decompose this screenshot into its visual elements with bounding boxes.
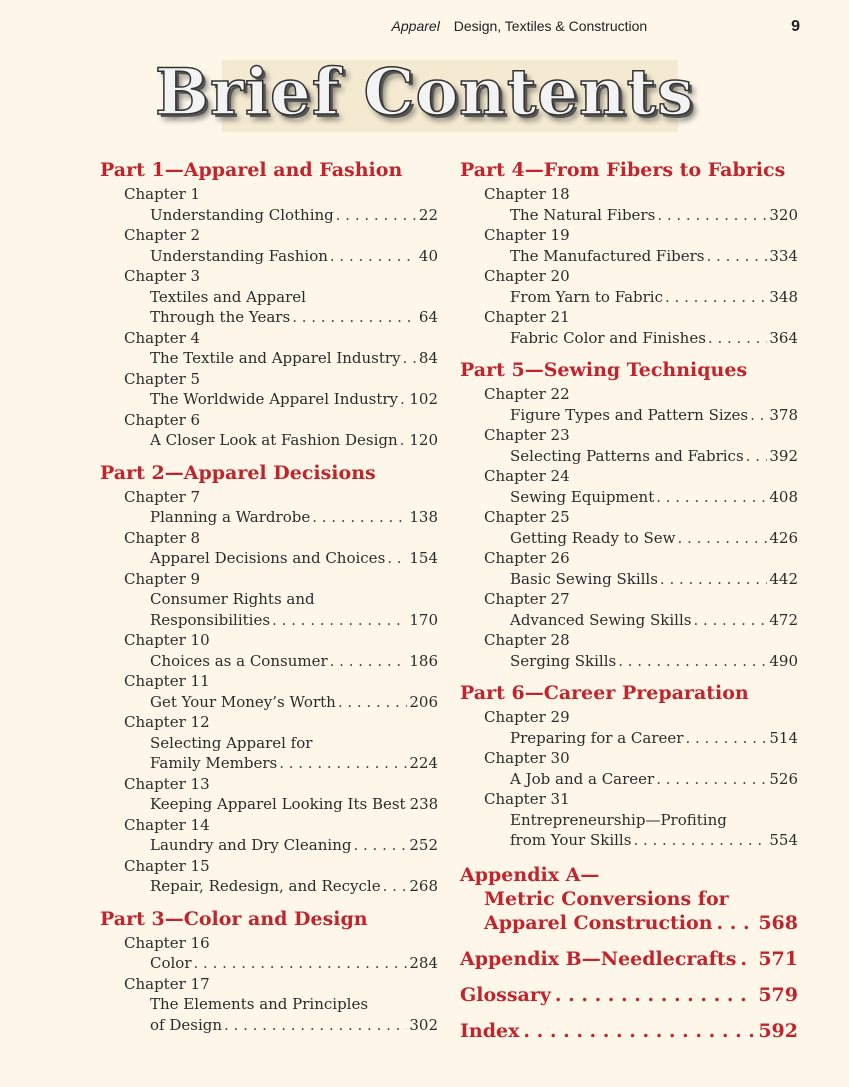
leader-dots — [657, 205, 767, 226]
leader-dots — [750, 405, 767, 426]
chapter-title: Serging Skills — [510, 651, 617, 670]
chapter-page: 408 — [769, 487, 798, 506]
chapter-title-line: Consumer Rights and — [150, 590, 315, 608]
chapter-title: Advanced Sewing Skills — [510, 610, 692, 629]
chapter-page: 186 — [409, 651, 438, 670]
chapter-entry[interactable] — [460, 266, 798, 307]
chapter-page: 348 — [769, 287, 798, 306]
chapter-entry[interactable] — [460, 225, 798, 266]
appendix-a-title: Apparel Construction — [484, 911, 713, 934]
appendix-b-entry[interactable] — [460, 947, 798, 971]
chapter-label: Chapter 2 — [124, 226, 201, 244]
chapter-label: Chapter 8 — [124, 528, 201, 547]
chapter-title-row — [460, 830, 798, 851]
chapter-title-row — [100, 794, 438, 815]
leader-dots — [224, 1015, 407, 1036]
leader-dots — [194, 953, 408, 974]
chapter-page: 392 — [769, 446, 798, 465]
appendix-b-title: Appendix B—Needlecrafts — [460, 947, 737, 970]
chapter-entry[interactable] — [100, 774, 438, 815]
page-number: 9 — [791, 18, 800, 35]
chapter-label: Chapter 13 — [124, 774, 210, 793]
part-3 — [100, 907, 438, 1036]
part-2 — [100, 461, 438, 897]
appendix-a-page: 568 — [758, 911, 798, 934]
chapter-entry[interactable] — [460, 548, 798, 589]
page-title: Brief Contents — [154, 55, 695, 130]
leader-dots — [665, 287, 767, 308]
chapter-title-row — [100, 651, 438, 672]
chapter-entry[interactable] — [460, 184, 798, 225]
leader-dots — [353, 835, 407, 856]
chapter-title: Planning a Wardrobe — [150, 508, 311, 526]
chapter-title: Sewing Equipment — [510, 487, 655, 506]
chapter-entry[interactable] — [100, 225, 438, 266]
chapter-title: Preparing for a Career — [510, 728, 684, 747]
chapter-title: Understanding Fashion — [150, 246, 328, 265]
chapter-title: Fabric Color and Finishes — [510, 328, 706, 347]
chapter-page: 154 — [409, 549, 438, 567]
leader-dots — [292, 307, 417, 328]
chapter-entry[interactable] — [460, 589, 798, 630]
chapter-label: Chapter 1 — [124, 185, 201, 203]
leader-dots — [678, 528, 768, 549]
chapter-page: 378 — [769, 405, 798, 424]
chapter-page: 334 — [769, 246, 798, 265]
chapter-title-line: Selecting Apparel for — [150, 733, 313, 752]
chapter-title: The Textile and Apparel Industry — [150, 349, 401, 367]
toc-left-column — [100, 158, 438, 1035]
chapter-title: Keeping Apparel Looking Its Best — [150, 795, 406, 813]
chapter-title-row — [100, 753, 438, 774]
chapter-title-row — [460, 651, 798, 672]
chapter-label: Chapter 14 — [124, 815, 210, 834]
chapter-page: 284 — [409, 954, 438, 972]
chapter-title: Family Members — [150, 754, 278, 772]
part-heading[interactable]: Part 6—Career Preparation — [460, 682, 749, 704]
chapter-label: Chapter 26 — [484, 549, 570, 567]
chapter-label: Chapter 16 — [124, 933, 210, 952]
part-heading[interactable]: Part 1—Apparel and Fashion — [100, 159, 403, 181]
chapter-title-row — [100, 835, 438, 856]
chapter-label: Chapter 28 — [484, 631, 570, 649]
leader-dots — [312, 507, 407, 528]
chapter-page: 22 — [418, 205, 438, 224]
chapter-label: Chapter 6 — [124, 410, 201, 429]
chapter-title: Responsibilities — [150, 610, 271, 629]
chapter-label: Chapter 10 — [124, 631, 210, 649]
chapter-page: 170 — [409, 610, 438, 629]
chapter-label: Chapter 29 — [484, 708, 570, 726]
chapter-label: Chapter 17 — [124, 974, 210, 993]
chapter-title-row — [460, 287, 798, 308]
chapter-label: Chapter 25 — [484, 508, 570, 526]
chapter-page: 302 — [409, 1015, 438, 1034]
chapter-entry[interactable] — [100, 184, 438, 225]
chapter-title: Understanding Clothing — [150, 205, 334, 224]
leader-dots — [400, 389, 407, 410]
chapter-title: The Worldwide Apparel Industry — [150, 390, 399, 408]
chapter-title-row — [100, 610, 438, 631]
chapter-title-row — [100, 348, 438, 369]
toc-right-column — [460, 158, 798, 1043]
chapter-title-row — [460, 610, 798, 631]
chapter-label: Chapter 31 — [484, 790, 570, 808]
part-4 — [460, 158, 798, 348]
leader-dots — [330, 651, 408, 672]
book-title: Apparel — [391, 18, 440, 34]
leader-dots — [656, 487, 767, 508]
chapter-entry[interactable] — [460, 384, 798, 425]
chapter-page: 526 — [769, 769, 798, 788]
chapter-entry[interactable] — [100, 487, 438, 528]
chapter-entry[interactable] — [460, 466, 798, 507]
leader-dots — [338, 692, 408, 713]
chapter-page: 40 — [418, 246, 438, 265]
chapter-title: Selecting Patterns and Fabrics — [510, 446, 744, 465]
chapter-label: Chapter 30 — [484, 749, 570, 767]
leader-dots — [618, 651, 767, 672]
chapter-entry[interactable] — [460, 789, 798, 851]
chapter-label: Chapter 21 — [484, 308, 570, 326]
chapter-title-row — [100, 1015, 438, 1036]
chapter-label: Chapter 12 — [124, 713, 210, 731]
chapter-page: 472 — [769, 610, 798, 629]
chapter-page: 206 — [409, 692, 438, 711]
leader-dots — [279, 753, 407, 774]
chapter-entry[interactable] — [460, 307, 798, 348]
chapter-title-row — [100, 246, 438, 267]
appendix-a-line2: Metric Conversions for — [484, 887, 729, 910]
leader-dots — [656, 769, 767, 790]
chapter-label: Chapter 22 — [484, 385, 570, 403]
chapter-title-row — [460, 769, 798, 790]
chapter-title-row — [100, 389, 438, 410]
index-title: Index — [460, 1019, 520, 1042]
chapter-page: 238 — [409, 795, 439, 813]
chapter-label: Chapter 27 — [484, 590, 570, 608]
chapter-title: Repair, Redesign, and Recycle — [150, 877, 381, 895]
appendix-b-page: 571 — [758, 947, 798, 970]
chapter-entry[interactable] — [460, 707, 798, 748]
chapter-page: 490 — [769, 651, 798, 670]
chapter-title: of Design — [150, 1015, 223, 1034]
chapter-title-row — [460, 405, 798, 426]
index-entry[interactable] — [460, 1019, 798, 1043]
glossary-page: 579 — [758, 983, 798, 1006]
leader-dots — [387, 548, 407, 569]
chapter-title-row — [100, 205, 438, 226]
chapter-title: Figure Types and Pattern Sizes — [510, 405, 749, 424]
glossary-entry[interactable] — [460, 983, 798, 1007]
chapter-title: Choices as a Consumer — [150, 651, 328, 670]
chapter-label: Chapter 20 — [484, 267, 570, 285]
part-heading[interactable]: Part 3—Color and Design — [100, 907, 368, 930]
chapter-title-row — [460, 528, 798, 549]
leader-dots — [330, 246, 417, 267]
leader-dots — [746, 446, 768, 467]
appendix-a-line1: Appendix A— — [460, 863, 600, 886]
appendix-a-entry[interactable] — [460, 863, 798, 935]
chapter-title-row — [100, 953, 438, 974]
glossary-title: Glossary — [460, 983, 551, 1006]
chapter-page: 554 — [769, 831, 798, 849]
chapter-label: Chapter 4 — [124, 328, 201, 347]
chapter-title-row — [460, 246, 798, 267]
book-subtitle: Design, Textiles & Construction — [453, 18, 648, 34]
chapter-label: Chapter 24 — [484, 467, 570, 485]
leader-dots — [707, 246, 768, 267]
leader-dots — [523, 1019, 754, 1043]
chapter-title-row — [100, 430, 438, 451]
chapter-page: 102 — [409, 390, 438, 408]
chapter-page: 268 — [409, 877, 438, 895]
chapter-label: Chapter 7 — [124, 487, 201, 506]
chapter-label: Chapter 9 — [124, 569, 201, 588]
chapter-title: A Closer Look at Fashion Design — [150, 431, 398, 449]
chapter-title: Through the Years — [150, 308, 291, 326]
chapter-entry[interactable] — [100, 528, 438, 569]
chapter-entry[interactable] — [460, 748, 798, 789]
chapter-title-row — [100, 692, 438, 713]
chapter-page: 138 — [409, 508, 438, 526]
chapter-title: The Natural Fibers — [510, 205, 656, 224]
leader-dots — [708, 328, 767, 349]
chapter-title-row — [100, 307, 438, 328]
chapter-entry[interactable] — [100, 369, 438, 410]
chapter-entry[interactable] — [100, 569, 438, 631]
chapter-title: A Job and a Career — [510, 769, 655, 788]
chapter-entry[interactable] — [100, 815, 438, 856]
chapter-label: Chapter 18 — [484, 185, 570, 203]
chapter-page: 320 — [769, 205, 798, 224]
part-1 — [100, 158, 438, 451]
chapter-page: 252 — [409, 836, 438, 854]
leader-dots — [740, 947, 754, 971]
chapter-entry[interactable] — [460, 507, 798, 548]
chapter-page: 120 — [409, 431, 438, 449]
part-heading[interactable]: Part 4—From Fibers to Fabrics — [460, 159, 786, 181]
chapter-label: Chapter 19 — [484, 226, 570, 244]
chapter-title: Getting Ready to Sew — [510, 528, 676, 547]
chapter-title-line: Entrepreneurship—Profiting — [510, 810, 727, 829]
chapter-label: Chapter 23 — [484, 426, 570, 444]
chapter-entry[interactable] — [100, 630, 438, 671]
chapter-title-row — [460, 446, 798, 467]
leader-dots — [633, 830, 767, 851]
part-heading[interactable]: Part 5—Sewing Techniques — [460, 359, 748, 381]
leader-dots — [403, 348, 417, 369]
leader-dots — [555, 983, 754, 1007]
chapter-entry[interactable] — [100, 933, 438, 974]
leader-dots — [685, 728, 767, 749]
chapter-title: Apparel Decisions and Choices — [150, 549, 386, 567]
chapter-entry[interactable] — [100, 266, 438, 328]
chapter-page: 84 — [418, 349, 438, 367]
chapter-title: Color — [150, 954, 192, 972]
chapter-title-line: The Elements and Principles — [150, 995, 369, 1013]
chapter-label: Chapter 5 — [124, 369, 201, 388]
running-head — [0, 18, 800, 36]
chapter-title-row — [460, 728, 798, 749]
chapter-title: Laundry and Dry Cleaning — [150, 836, 352, 854]
chapter-entry[interactable] — [100, 410, 438, 451]
chapter-entry[interactable] — [100, 328, 438, 369]
chapter-entry[interactable] — [460, 630, 798, 671]
chapter-entry[interactable] — [100, 671, 438, 712]
part-heading[interactable]: Part 2—Apparel Decisions — [100, 461, 376, 484]
chapter-entry[interactable] — [460, 425, 798, 466]
chapter-title: Get Your Money’s Worth — [150, 692, 336, 711]
chapter-title-row — [100, 548, 438, 569]
chapter-page: 64 — [418, 308, 438, 326]
chapter-page: 514 — [769, 728, 798, 747]
chapter-title-line: Textiles and Apparel — [150, 287, 306, 306]
chapter-entry[interactable] — [100, 712, 438, 774]
appendix-a-line3 — [460, 911, 798, 935]
chapter-title: The Manufactured Fibers — [510, 246, 705, 265]
chapter-entry[interactable] — [100, 974, 438, 1036]
part-5 — [460, 358, 798, 671]
leader-dots — [660, 569, 767, 590]
chapter-title: From Yarn to Fabric — [510, 287, 664, 306]
chapter-entry[interactable] — [100, 856, 438, 897]
chapter-title-row — [460, 569, 798, 590]
chapter-page: 426 — [769, 528, 798, 547]
chapter-title: Basic Sewing Skills — [510, 569, 658, 588]
chapter-page: 224 — [409, 754, 438, 772]
leader-dots — [693, 610, 767, 631]
chapter-title-row — [460, 487, 798, 508]
chapter-title-row — [100, 876, 438, 897]
index-page: 592 — [758, 1019, 798, 1042]
leader-dots — [383, 876, 408, 897]
chapter-title-row — [460, 328, 798, 349]
chapter-label: Chapter 3 — [124, 267, 201, 285]
chapter-label: Chapter 11 — [124, 672, 210, 690]
chapter-title-row — [100, 507, 438, 528]
chapter-title: from Your Skills — [510, 831, 632, 849]
chapter-title-row — [460, 205, 798, 226]
chapter-page: 442 — [769, 569, 798, 588]
leader-dots — [272, 610, 407, 631]
part-6 — [460, 681, 798, 851]
leader-dots — [400, 430, 408, 451]
chapter-page: 364 — [769, 328, 798, 347]
chapter-label: Chapter 15 — [124, 856, 210, 875]
leader-dots — [336, 205, 417, 226]
leader-dots — [717, 911, 755, 935]
